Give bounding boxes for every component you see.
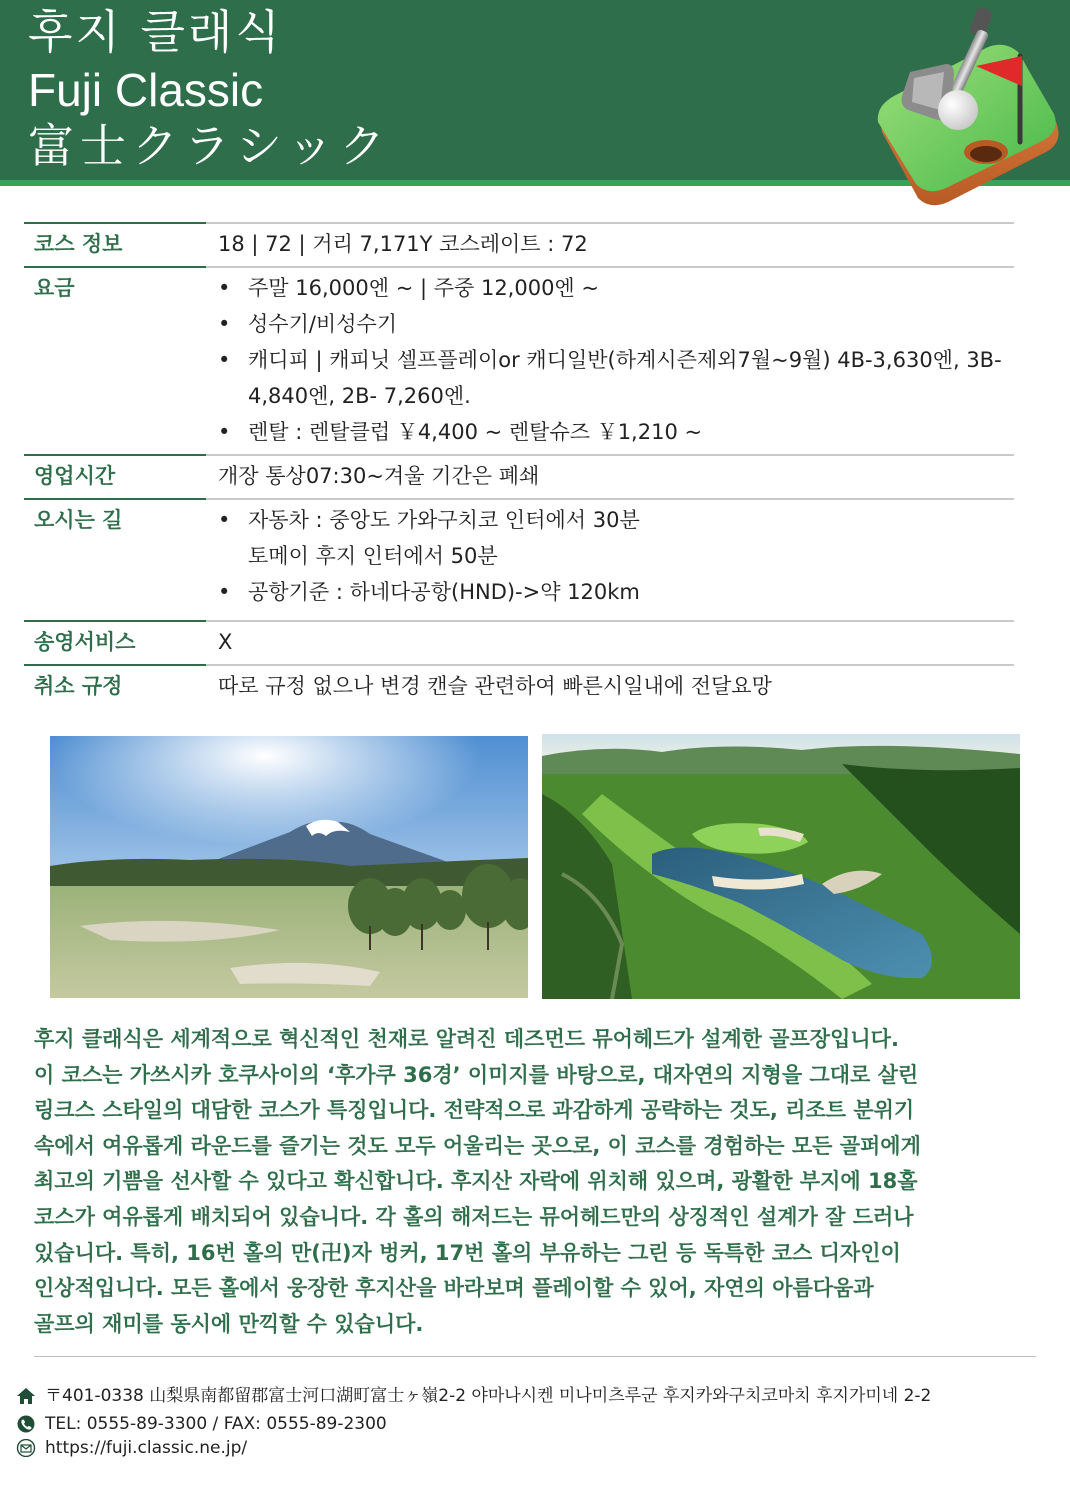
title-japanese: 富士クラシック: [28, 119, 392, 173]
description-line: 있습니다. 특히, 16번 홀의 만(卍)자 벙커, 17번 홀의 부유하는 그린 등 독특한 코스 디자인이: [34, 1240, 901, 1265]
directions-item-car: [218, 502, 1014, 574]
description-line: 후지 클래식은 세계적으로 혁신적인 천재로 알려진 데즈먼드 뮤어헤드가 설계한 골프장입니다.: [34, 1027, 899, 1051]
home-icon: [16, 1387, 36, 1405]
fee-list: [218, 270, 1014, 450]
golf-course-icon: [868, 2, 1068, 212]
fee-item: • 캐디피 | 캐피닛 셀프플레이or 캐디일반(하계시즌제외7월~9월) 4B-3,630엔, 3B-4,840엔, 2B- 7,260엔.: [218, 342, 1014, 414]
label-directions: 오시는 길: [24, 499, 206, 621]
row-fee: [24, 267, 1014, 455]
course-info-table: [24, 222, 1014, 708]
description-line: 속에서 여유롭게 라운드를 즐기는 것도 모두 어울리는 곳으로, 이 코스를 경험하는 모든 골퍼에게: [34, 1133, 921, 1158]
value-hours: 개장 통상07:30~겨울 기간은 폐쇄: [206, 455, 1014, 499]
row-shuttle: [24, 621, 1014, 665]
label-fee: 요금: [24, 267, 206, 455]
value-course-info: 18 | 72 | 거리 7,171Y 코스레이트 : 72: [206, 223, 1014, 267]
footer-divider: [34, 1356, 1036, 1357]
row-cancel: [24, 665, 1014, 708]
fee-item: • 렌탈 : 렌탈클럽 ￥4,400 ~ 렌탈슈즈 ￥1,210 ~: [218, 414, 1014, 450]
label-hours: 영업시간: [24, 455, 206, 499]
directions-list: [218, 502, 1014, 610]
photo-aerial-course: [542, 734, 1020, 999]
title-english: Fuji Classic: [28, 64, 264, 116]
title-korean: 후지 클래식: [28, 5, 283, 59]
directions-car-line2: 토메이 후지 인터에서 50분: [248, 544, 498, 568]
directions-car-line1: • 자동차 : 중앙도 가와구치코 인터에서 30분: [248, 508, 640, 532]
description-line: 인상적입니다. 모든 홀에서 웅장한 후지산을 바라보며 플레이할 수 있어, 자연의 아름다움과: [34, 1276, 874, 1301]
description-line: 링크스 스타일의 대담한 코스가 특징입니다. 전략적으로 과감하게 공략하는 것도, 리조트 분위기: [34, 1098, 915, 1123]
course-description: [34, 1022, 1034, 1342]
row-hours: [24, 455, 1014, 499]
value-cancel: 따로 규정 없으나 변경 캔슬 관련하여 빠른시일내에 전달요망: [206, 665, 1014, 708]
directions-item-airport: • 공항기준 : 하네다공항(HND)->약 120km: [218, 574, 1014, 610]
fee-item: • 주말 16,000엔 ~ | 주중 12,000엔 ~: [218, 270, 1014, 306]
row-directions: [24, 499, 1014, 621]
address-text: 〒401-0338 山梨県南都留郡富士河口湖町富士ヶ嶺2-2 야마나시켄 미나미츠루군 후지카와구치코마치 후지가미네 2-2: [45, 1386, 932, 1406]
website-link[interactable]: https://fuji.classic.ne.jp/: [45, 1438, 248, 1458]
label-course-info: 코스 정보: [24, 223, 206, 267]
value-shuttle: X: [206, 621, 1014, 665]
label-cancel: 취소 규정: [24, 665, 206, 708]
description-line: 코스가 여유롭게 배치되어 있습니다. 각 홀의 해저드는 뮤어헤드만의 상징적인 설계가 잘 드러나: [34, 1204, 914, 1229]
phone-icon: [16, 1415, 36, 1433]
mail-icon: [16, 1439, 36, 1457]
fee-item: • 성수기/비성수기: [218, 306, 1014, 342]
photo-mount-fuji: [50, 736, 528, 998]
description-line: 최고의 기쁨을 선사할 수 있다고 확신합니다. 후지산 자락에 위치해 있으며, 광활한 부지에 18홀: [34, 1169, 918, 1194]
row-course-info: [24, 223, 1014, 267]
label-shuttle: 송영서비스: [24, 621, 206, 665]
description-line: 골프의 재미를 동시에 만끽할 수 있습니다.: [34, 1311, 424, 1336]
description-line: 이 코스는 가쓰시카 호쿠사이의 ‘후가쿠 36경’ 이미지를 바탕으로, 대자연의 지형을 그대로 살린: [34, 1062, 919, 1087]
phone-text: TEL: 0555-89-3300 / FAX: 0555-89-2300: [45, 1414, 387, 1434]
